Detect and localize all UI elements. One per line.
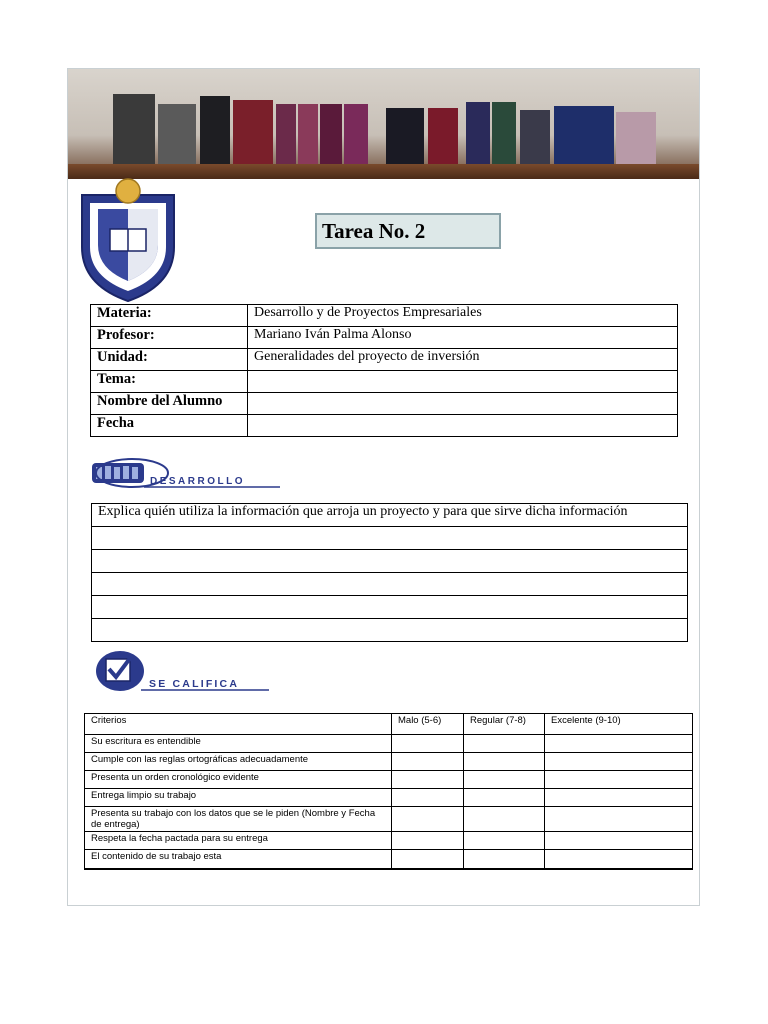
info-value: Desarrollo y de Proyectos Empresariales [248,305,678,327]
question-table [91,503,688,642]
table-row [91,371,678,393]
table-row [91,415,678,437]
document-page [67,68,700,906]
table-row [85,832,693,850]
table-row [85,753,693,771]
table-row [85,850,693,870]
rubric-criterion: Su escritura es entendible [85,735,392,753]
table-row [92,504,688,527]
se-califica-section-header [95,649,275,693]
info-label: Materia: [91,305,248,327]
info-label: Profesor: [91,327,248,349]
table-row [91,327,678,349]
rubric-criterion: El contenido de su trabajo esta [85,850,392,870]
answer-line[interactable] [92,573,688,596]
rubric-criterion: Cumple con las reglas ortográficas adecuadamente [85,753,392,771]
rubric-header: Criterios [85,714,392,735]
rubric-criterion: Presenta su trabajo con los datos que se le piden (Nombre y Fecha de entrega) [85,807,392,832]
table-row [91,393,678,415]
desarrollo-label: DESARROLLO [150,476,245,487]
rubric-header: Malo (5-6) [392,714,464,735]
assignment-title: Tarea No. 2 [322,219,426,243]
info-value-alumno[interactable] [248,393,678,415]
table-row [91,349,678,371]
table-row [91,305,678,327]
rubric-criterion: Respeta la fecha pactada para su entrega [85,832,392,850]
answer-line[interactable] [92,619,688,642]
checkmark-icon [96,651,144,691]
rubric-header: Regular (7-8) [464,714,545,735]
rubric-table [84,713,693,870]
info-value: Mariano Iván Palma Alonso [248,327,678,349]
table-row [85,771,693,789]
info-value-fecha[interactable] [248,415,678,437]
info-label: Unidad: [91,349,248,371]
desarrollo-section-header [92,457,292,491]
table-row [85,789,693,807]
rubric-criterion: Entrega limpio su trabajo [85,789,392,807]
instituto-leones-crest-icon [76,177,180,303]
table-row [85,735,693,753]
assignment-title-box [315,213,501,249]
question-text: Explica quién utiliza la información que arroja un proyecto y para que sirve dicha información [92,504,688,527]
rubric-header: Excelente (9-10) [545,714,693,735]
info-value: Generalidades del proyecto de inversión [248,349,678,371]
answer-line[interactable] [92,596,688,619]
answer-line[interactable] [92,550,688,573]
table-row [85,807,693,832]
rubric-criterion: Presenta un orden cronológico evidente [85,771,392,789]
answer-line[interactable] [92,527,688,550]
info-table [90,304,678,437]
info-value-tema[interactable] [248,371,678,393]
bookshelf-banner [68,69,699,179]
info-label: Fecha [91,415,248,437]
info-label: Tema: [91,371,248,393]
se-califica-label: SE CALIFICA [149,678,240,690]
info-label: Nombre del Alumno [91,393,248,415]
rubric-header-row [85,714,693,735]
